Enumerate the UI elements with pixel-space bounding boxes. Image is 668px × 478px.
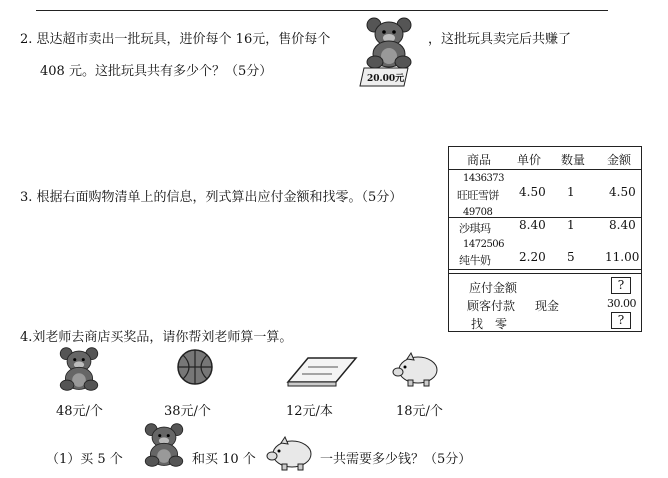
receipt-item-amount: 8.40: [609, 218, 636, 232]
receipt-change-unknown: ?: [611, 312, 631, 329]
receipt-change-label: 找 零: [471, 317, 508, 331]
q2-line1-end: ，这批玩具卖完后共赚了: [428, 32, 572, 47]
receipt-header-qty: 数量: [561, 153, 586, 167]
receipt-item-name: 旺旺雪饼: [457, 189, 499, 202]
q4-sub1-start: （1）买 5 个: [46, 452, 123, 467]
receipt-item-code: 1436373: [463, 173, 505, 184]
receipt-item-price: 2.20: [519, 250, 546, 264]
receipt-item-amount: 11.00: [605, 250, 640, 264]
receipt-header-price: 单价: [517, 153, 542, 167]
receipt-item-qty: 5: [567, 250, 575, 264]
top-divider: [36, 10, 608, 11]
price-tag-text: 20.00元: [367, 74, 405, 84]
price-basketball: 38元/个: [164, 404, 211, 419]
q4-sub1-end: 一共需要多少钱？（5分）: [320, 452, 472, 467]
q4-sub1-middle: 和买 10 个: [192, 452, 256, 467]
receipt-header-amount: 金额: [607, 153, 632, 167]
receipt-header-item: 商品: [467, 153, 492, 167]
piggy-bank-icon: [392, 352, 440, 388]
receipt-item-name: 沙琪玛: [459, 222, 491, 235]
shopping-receipt: [448, 146, 642, 332]
q3-text: 3. 根据右面购物清单上的信息，列式算出应付金额和找零。（5分）: [20, 190, 403, 205]
price-notebook: 12元/本: [286, 404, 333, 419]
price-teddy-bear: 48元/个: [56, 404, 103, 419]
receipt-item-name: 纯牛奶: [459, 254, 491, 267]
notebook-icon: [286, 354, 358, 388]
teddy-bear-icon: [364, 16, 414, 70]
receipt-paid-amount: 30.00: [607, 297, 636, 310]
teddy-bear-icon: [142, 422, 186, 468]
receipt-item-price: 8.40: [519, 218, 546, 232]
q2-line2: 408 元。这批玩具共有多少个？（5分）: [40, 64, 273, 79]
receipt-item-code: 49708: [463, 207, 493, 218]
q4-title: 4.刘老师去商店买奖品，请你帮刘老师算一算。: [20, 330, 293, 345]
receipt-paid-label: 顾客付款: [467, 299, 516, 313]
receipt-item-amount: 4.50: [609, 185, 636, 199]
receipt-paid-method: 现金: [535, 299, 560, 313]
q2-line1-start: 2. 思达超市卖出一批玩具，进价每个 16元，售价每个: [20, 32, 331, 47]
price-piggy-bank: 18元/个: [396, 404, 443, 419]
receipt-due-unknown: ?: [611, 277, 631, 294]
basketball-icon: [176, 348, 214, 386]
teddy-bear-icon: [56, 346, 102, 392]
receipt-item-code: 1472506: [463, 239, 505, 250]
receipt-item-qty: 1: [567, 218, 575, 232]
receipt-item-price: 4.50: [519, 185, 546, 199]
receipt-item-qty: 1: [567, 185, 575, 199]
receipt-due-label: 应付金额: [469, 281, 518, 295]
piggy-bank-icon: [266, 436, 314, 472]
